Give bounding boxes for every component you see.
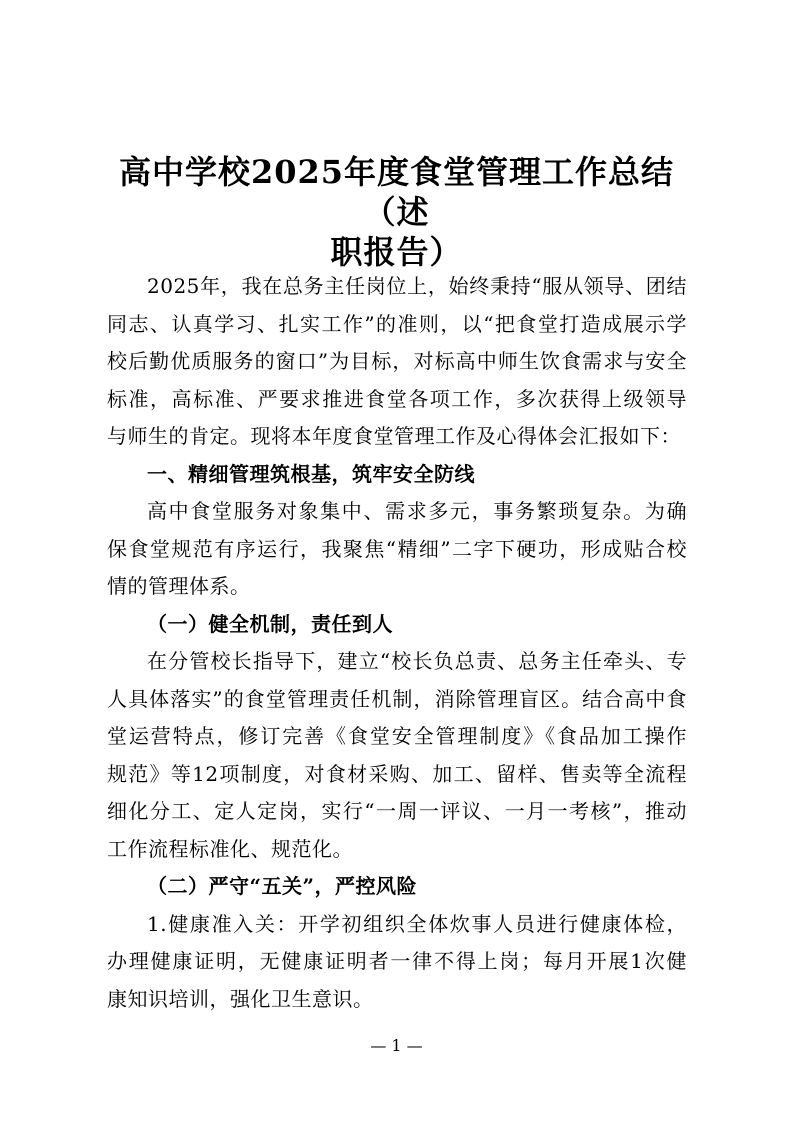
paragraph-line: 康知识培训，强化卫生意识。 — [107, 986, 374, 1011]
paragraph-line: 人具体落实”的食堂管理责任机制，消除管理盲区。结合高中食 — [107, 686, 687, 711]
paragraph-line: 办理健康证明，无健康证明者一律不得上岗；每月开展1次健 — [107, 949, 687, 973]
paragraph-line: 工作流程标准化、规范化。 — [107, 836, 353, 861]
title-line-1: 高中学校2025年度食堂管理工作总结（述 — [118, 153, 675, 231]
paragraph-line: 规范》等12项制度，对食材采购、加工、留样、售卖等全流程 — [107, 761, 687, 786]
intro-line: 标准，高标准、严要求推进食堂各项工作，多次获得上级领导 — [107, 386, 687, 411]
intro-line: 同志、认真学习、扎实工作”的准则，以“把食堂打造成展示学 — [107, 311, 687, 336]
subsection-heading: （二）严守“五关”，严控风险 — [147, 874, 418, 898]
paragraph-line: 堂运营特点，修订完善《食堂安全管理制度》《食品加工操作 — [107, 724, 687, 748]
paragraph-line: 在分管校长指导下，建立“校长负总责、总务主任牵头、专 — [147, 649, 687, 673]
paragraph-line: 保食堂规范有序运行，我聚焦“精细”二字下硬功，形成贴合校 — [107, 536, 687, 561]
page-number: — 1 — — [370, 1036, 423, 1055]
document-body — [107, 268, 687, 1018]
intro-line: 2025年，我在总务主任岗位上，始终秉持“服从领导、团结 — [147, 274, 687, 298]
subsection-heading: （一）健全机制，责任到人 — [147, 611, 393, 636]
paragraph-line: 1.健康准入关：开学初组织全体炊事人员进行健康体检， — [147, 911, 687, 936]
paragraph-line: 情的管理体系。 — [107, 574, 251, 598]
paragraph-line: 细化分工、定人定岗，实行“一周一评议、一月一考核”，推动 — [107, 799, 687, 823]
paragraph-line: 高中食堂服务对象集中、需求多元，事务繁琐复杂。为确 — [147, 499, 687, 523]
document-title — [100, 152, 693, 272]
intro-line: 与师生的肯定。现将本年度食堂管理工作及心得体会汇报如下： — [107, 424, 681, 448]
intro-line: 校后勤优质服务的窗口”为目标，对标高中师生饮食需求与安全 — [107, 349, 687, 373]
title-line-2: 职报告） — [330, 233, 463, 271]
section-heading: 一、精细管理筑根基，筑牢安全防线 — [147, 461, 475, 486]
